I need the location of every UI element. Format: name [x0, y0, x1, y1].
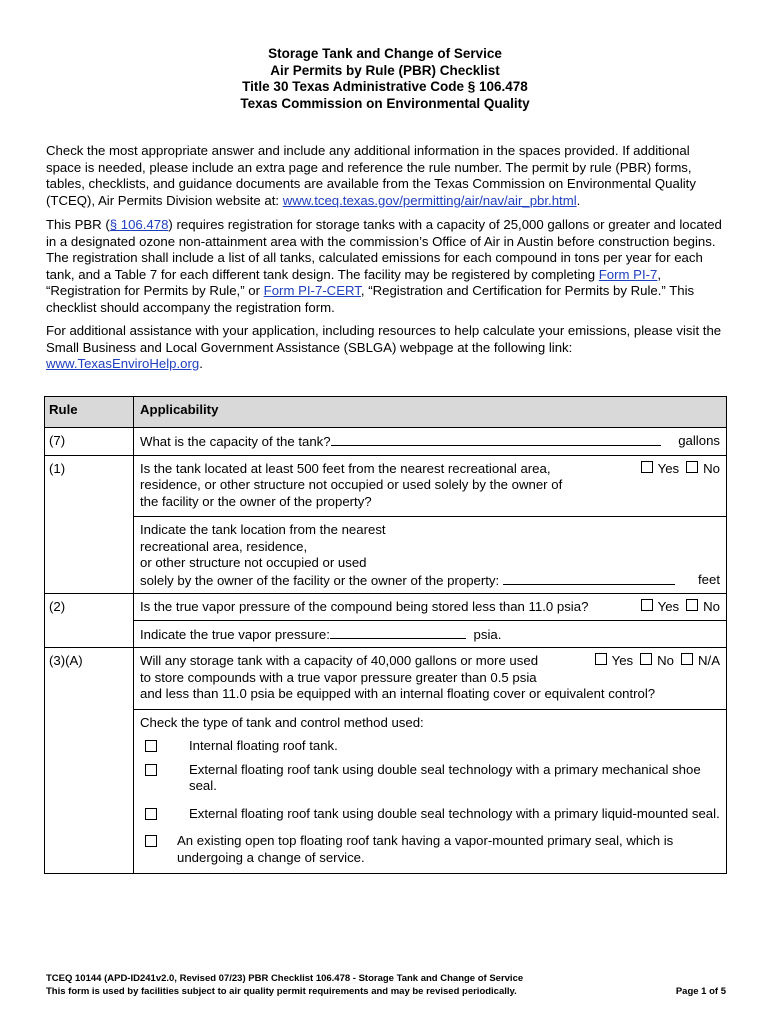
form-pi-7-link[interactable]: Form PI-7 — [598, 266, 658, 282]
table-row: (1) Is the tank located at least 500 feet from the nearest recreational area, residence, or other structure not occupied or used solely by the owner of the facility or the owner of the property? Yes No — [45, 455, 727, 517]
table-row: (2) Is the true vapor pressure of the compound being stored less than 11.0 psia? Yes No — [45, 594, 727, 621]
header-subtitle: Air Permits by Rule (PBR) Checklist — [270, 62, 500, 78]
intro-paragraph-2: This PBR (§ 106.478) requires registration for storage tanks with a capacity of 25,000 gallons or greater and located in a designated ozone non-attainment area with the commission’s Office of Air in Austin before construction begins. The registration shall include a list of all tanks, calculated emissions for each compound in tons per year for each tank, and a Table 7 for each different tank design. The facility may be registered by completing Form PI-7, “Registration for Permits by Rule,” or Form PI-7-CERT, “Registration and Certification for Permits by Rule.” This checklist should accompany the registration form. — [46, 217, 722, 315]
setback-distance-question: Is the tank located at least 500 feet from the nearest recreational area, residence, or other structure not occupied or used solely by the owner of the facility or the owner of the property? — [140, 460, 563, 509]
table-header-row — [45, 397, 727, 428]
table-row: (3)(A) Will any storage tank with a capacity of 40,000 gallons or more used Yes No N/A to store compounds with a true vapor pressure greater than 0.5 psia and less than 11.0 psia be equipped with an internal floating cover or equivalent control? — [45, 648, 727, 710]
form-id-line: TCEQ 10144 (APD-ID241v2.0, Revised 07/23) PBR Checklist 106.478 - Storage Tank and Change of Service — [46, 973, 524, 984]
document-header — [0, 46, 770, 112]
setback-no-checkbox[interactable] — [686, 461, 698, 473]
floating-cover-na-checkbox[interactable] — [681, 653, 693, 665]
vapor-pressure-yes-checkbox[interactable] — [641, 599, 653, 611]
vapor-pressure-no-checkbox[interactable] — [686, 599, 698, 611]
header-rule-reference: Title 30 Texas Administrative Code § 106.478 — [242, 79, 528, 94]
rule-cell: (7) — [45, 428, 134, 456]
page-number: Page 1 of 5 — [675, 986, 726, 997]
floating-cover-yes-checkbox[interactable] — [595, 653, 607, 665]
open-top-floating-roof-option: An existing open top floating roof tank having a vapor-mounted primary seal, which is undergoing a change of service. — [140, 833, 720, 866]
rule-cell: (1) — [45, 455, 134, 594]
header-title: Storage Tank and Change of Service — [268, 46, 502, 61]
external-liquid-mounted-checkbox[interactable] — [145, 808, 157, 820]
external-liquid-mounted-option: External floating roof tank using double seal technology with a primary liquid-mounted seal. — [140, 806, 720, 823]
floating-cover-no-checkbox[interactable] — [640, 653, 652, 665]
form-pi-7-cert-link[interactable]: Form PI-7-CERT — [263, 283, 361, 298]
table-row: Indicate the tank location from the nearest recreational area, residence, or other structure not occupied or used solely by the owner of the facility or the owner of the property: feet — [45, 517, 727, 594]
table-row — [45, 709, 727, 874]
rule-cell: (2) — [45, 594, 134, 648]
external-mechanical-shoe-option: External floating roof tank using double seal technology with a primary mechanical shoe seal. — [140, 762, 720, 795]
vapor-pressure-question: Is the true vapor pressure of the compound being stored less than 11.0 psia? — [140, 599, 589, 614]
open-top-floating-roof-checkbox[interactable] — [145, 835, 157, 847]
feet-unit: feet — [698, 571, 720, 587]
gallons-unit: gallons — [678, 433, 720, 448]
form-usage-note: This form is used by facilities subject to air quality permit requirements and may be revised periodically. — [46, 986, 517, 997]
internal-floating-roof-checkbox[interactable] — [145, 740, 157, 752]
texas-enviro-help-link[interactable]: www.TexasEnviroHelp.org — [46, 356, 200, 371]
setback-yes-checkbox[interactable] — [641, 461, 653, 473]
internal-floating-roof-option: Internal floating roof tank. — [140, 738, 720, 755]
intro-paragraph-1: Check the most appropriate answer and include any additional information in the spaces provided. If additional space is needed, please include an extra page and reference the rule number. The permit by rule (PBR) forms, tables, checklists, and guidance documents are available from the Texas Commission on Environmental Quality (TCEQ), Air Permits Division website at: www.tceq.texas.gov/permitting/air/nav/air_pbr.html. — [46, 143, 696, 208]
table-row: Indicate the true vapor pressure: psia. — [45, 620, 727, 648]
pbr-website-link[interactable]: www.tceq.texas.gov/permitting/air/nav/air_pbr.html — [282, 192, 577, 208]
header-agency: Texas Commission on Environmental Quality — [240, 95, 530, 111]
tank-type-instruction: Check the type of tank and control method used: — [140, 714, 424, 730]
applicability-column-header: Applicability — [134, 397, 727, 428]
tank-capacity-question: What is the capacity of the tank? — [140, 434, 331, 449]
rule-column-header: Rule — [45, 397, 134, 428]
intro-paragraph-3: For additional assistance with your application, including resources to help calculate your emissions, please visit the Small Business and Local Government Assistance (SBLGA) webpage at the following link: www.TexasEnviroHelp.org. — [46, 323, 722, 371]
rule-cell: (3)(A) — [45, 648, 134, 874]
tank-distance-field[interactable] — [503, 572, 675, 585]
pbr-checklist-table — [44, 396, 727, 874]
table-row — [45, 428, 727, 456]
rule-106-478-link[interactable]: § 106.478 — [109, 217, 169, 232]
tank-capacity-field[interactable] — [331, 433, 661, 446]
vapor-pressure-field[interactable] — [330, 626, 466, 639]
external-mechanical-shoe-checkbox[interactable] — [145, 764, 157, 776]
form-footer — [46, 972, 726, 998]
